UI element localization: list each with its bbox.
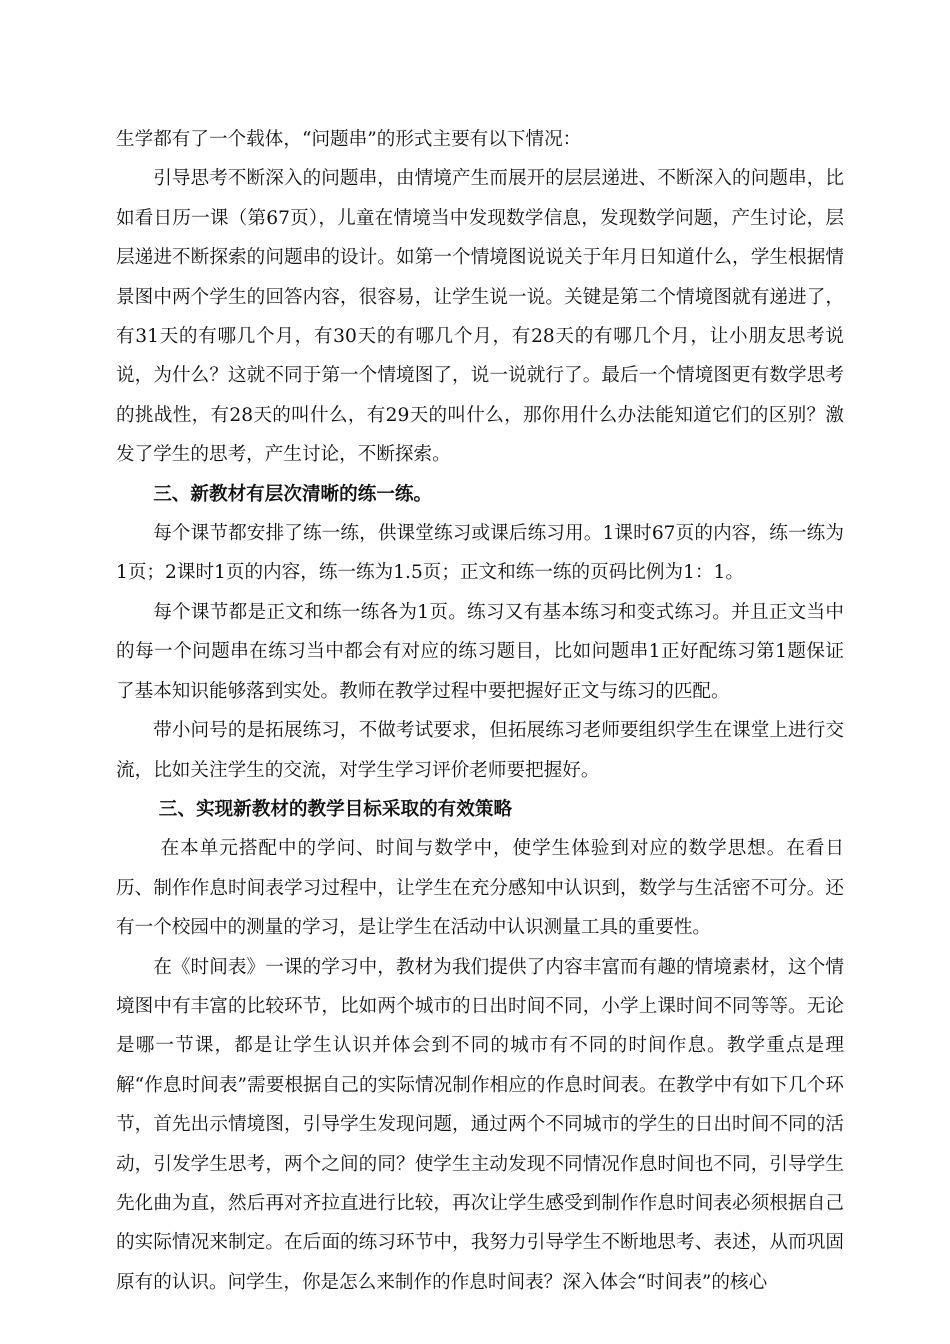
paragraph-intro: 生学都有了一个载体，“问题串”的形式主要有以下情况： xyxy=(116,129,582,150)
paragraph-extension-practice: 带小问号的是拓展练习，不做考试要求，但拓展练习老师要组织学生在课堂上进行交流，比如关注学生的交流，对学生学习评价老师要把握好。 xyxy=(116,720,844,781)
paragraph-practice-matching: 每个课节都是正文和练一练各为1页。练习又有基本练习和变式练习。并且正文当中的每一个问题串在练习当中都会有对应的练习题目，比如问题串1正好配练习第1题保证了基本知识能够落到实处。教师在教学过程中要把握好正文与练习的匹配。 xyxy=(116,601,844,702)
paragraph-practice-layout: 每个课节都安排了练一练，供课堂练习或课后练习用。1课时67页的内容，练一练为1页；2课时1页的内容，练一练为1.5页；正文和练一练的页码比例为1：1。 xyxy=(116,523,844,584)
paragraph-timetable-lesson: 在《时间表》一课的学习中，教材为我们提供了内容丰富而有趣的情境素材，这个情境图中有丰富的比较环节，比如两个城市的日出时间不同，小学上课时间不同等等。无论是哪一节课，都是让学生认识并体会到不同的城市有不同的时间作息。教学重点是理解“作息时间表”需要根据自己的实际情况制作相应的作息时间表。在教学中有如下几个环节，首先出示情境图，引导学生发现问题，通过两个不同城市的学生的日出时间不同的活动，引发学生思考，两个之间的同？使学生主动发现不同情况作息时间也不同，引导学生先化曲为直，然后再对齐拉直进行比较，再次让学生感受到制作作息时间表必须根据自己的实际情况来制定。在后面的练习环节中，我努力引导学生不断地思考、表述，从而巩固原有的认识。问学生，你是怎么来制作的作息时间表？深入体会“时间表”的核心 xyxy=(116,956,844,1293)
section-heading-strategies: 三、实现新教材的教学目标采取的有效策略 xyxy=(158,798,513,820)
paragraph-question-chain: 引导思考不断深入的问题串，由情境产生而展开的层层递进、不断深入的问题串，比如看日历一课（第67页），儿童在情境当中发现数学信息，发现数学问题，产生讨论，层层递进不断探索的问题串的设计。如第一个情境图说说关于年月日知道什么，学生根据情景图中两个学生的回答内容，很容易，让学生说一说。关键是第二个情境图就有递进了，有31天的有哪几个月，有30天的有哪几个月，有28天的有哪几个月，让小朋友思考说说，为什么？这就不同于第一个情境图了，说一说就行了。最后一个情境图更有数学思考的挑战性，有28天的叫什么，有29天的叫什么，那你用什么办法能知道它们的区别？激发了学生的思考，产生讨论，不断探索。 xyxy=(116,168,844,466)
document-body xyxy=(116,120,844,1302)
section-heading-practice: 三、新教材有层次清晰的练一练。 xyxy=(153,483,433,505)
paragraph-unit-overview: 在本单元搭配中的学问、时间与数学中，使学生体验到对应的数学思想。在看日历、制作作息时间表学习过程中，让学生在充分感知中认识到，数学与生活密不可分。还有一个校园中的测量的学习，是让学生在活动中认识测量工具的重要性。 xyxy=(116,838,844,939)
